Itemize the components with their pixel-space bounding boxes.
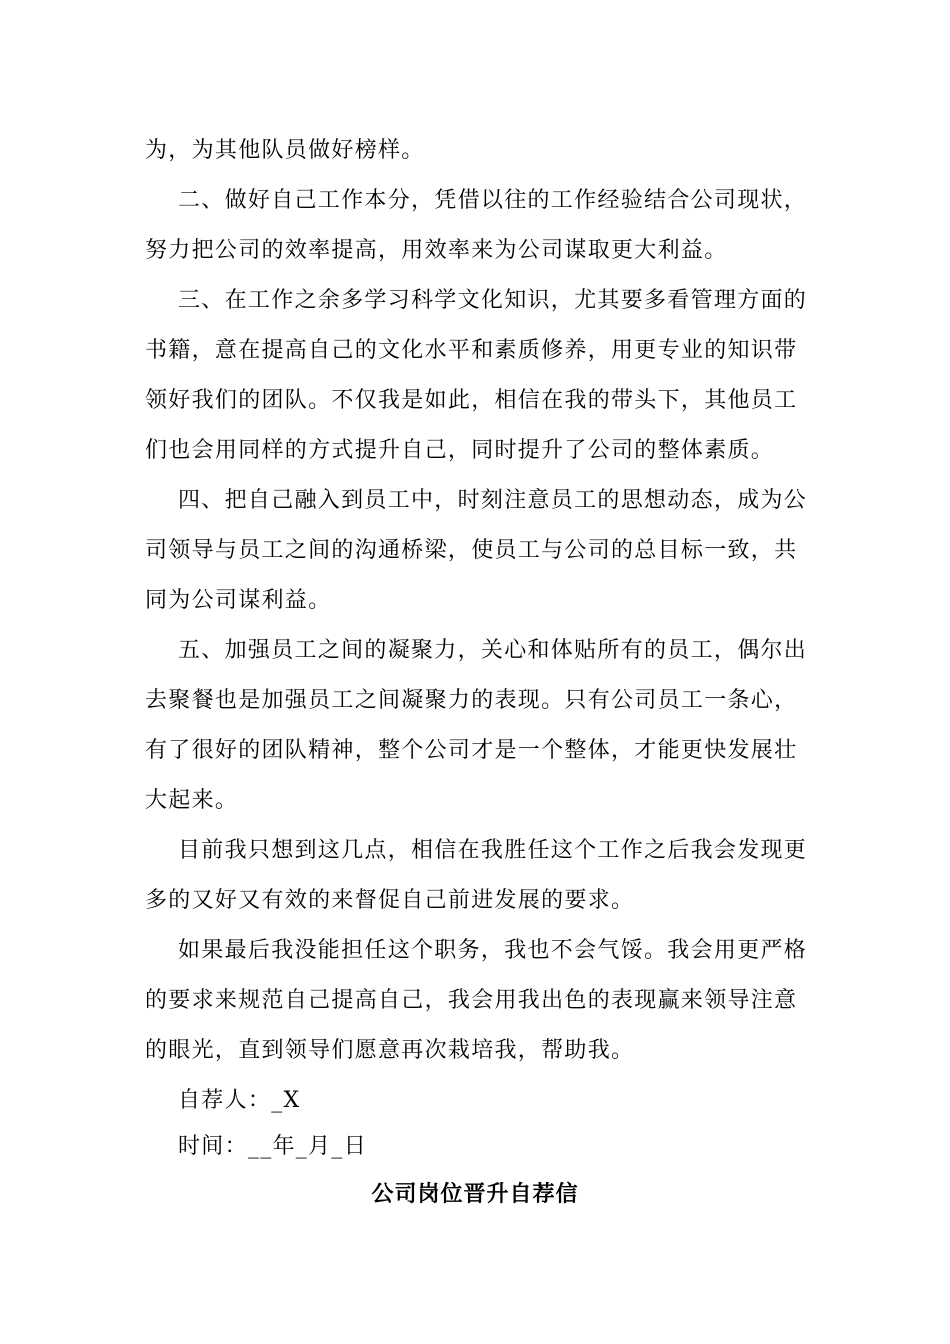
paragraph-line: 去聚餐也是加强员工之间凝聚力的表现。只有公司员工一条心， — [145, 688, 798, 713]
paragraph-line: 司领导与员工之间的沟通桥梁，使员工与公司的总目标一致，共 — [145, 538, 798, 563]
next-letter-title: 公司岗位晋升自荐信 — [371, 1182, 579, 1207]
paragraph-line: 同为公司谋利益。 — [145, 588, 332, 613]
paragraph-line: 四、把自己融入到员工中，时刻注意员工的思想动态，成为公 — [178, 488, 808, 513]
date-line: 时间：__年_月_日 — [178, 1134, 368, 1159]
paragraph-line: 为，为其他队员做好榜样。 — [145, 138, 425, 163]
paragraph-line: 领好我们的团队。不仅我是如此，相信在我的带头下，其他员工 — [145, 388, 798, 413]
paragraph-line: 努力把公司的效率提高，用效率来为公司谋取更大利益。 — [145, 238, 728, 263]
paragraph-line: 如果最后我没能担任这个职务，我也不会气馁。我会用更严格 — [178, 938, 808, 963]
paragraph-line: 大起来。 — [145, 788, 239, 813]
paragraph-line: 书籍，意在提高自己的文化水平和素质修养，用更专业的知识带 — [145, 338, 798, 363]
paragraph-line: 目前我只想到这几点，相信在我胜任这个工作之后我会发现更 — [178, 838, 808, 863]
paragraph-line: 们也会用同样的方式提升自己，同时提升了公司的整体素质。 — [145, 438, 775, 463]
paragraph-line: 五、加强员工之间的凝聚力，关心和体贴所有的员工，偶尔出 — [178, 638, 808, 663]
paragraph-line: 有了很好的团队精神，整个公司才是一个整体，才能更快发展壮 — [145, 738, 798, 763]
paragraph-line: 多的又好又有效的来督促自己前进发展的要求。 — [145, 888, 635, 913]
paragraph-line: 的眼光，直到领导们愿意再次栽培我，帮助我。 — [145, 1038, 635, 1063]
paragraph-line: 的要求来规范自己提高自己，我会用我出色的表现赢来领导注意 — [145, 988, 798, 1013]
paragraph-line: 二、做好自己工作本分，凭借以往的工作经验结合公司现状， — [178, 188, 808, 213]
signature-line: 自荐人：_X — [178, 1088, 301, 1113]
paragraph-line: 三、在工作之余多学习科学文化知识，尤其要多看管理方面的 — [178, 288, 808, 313]
